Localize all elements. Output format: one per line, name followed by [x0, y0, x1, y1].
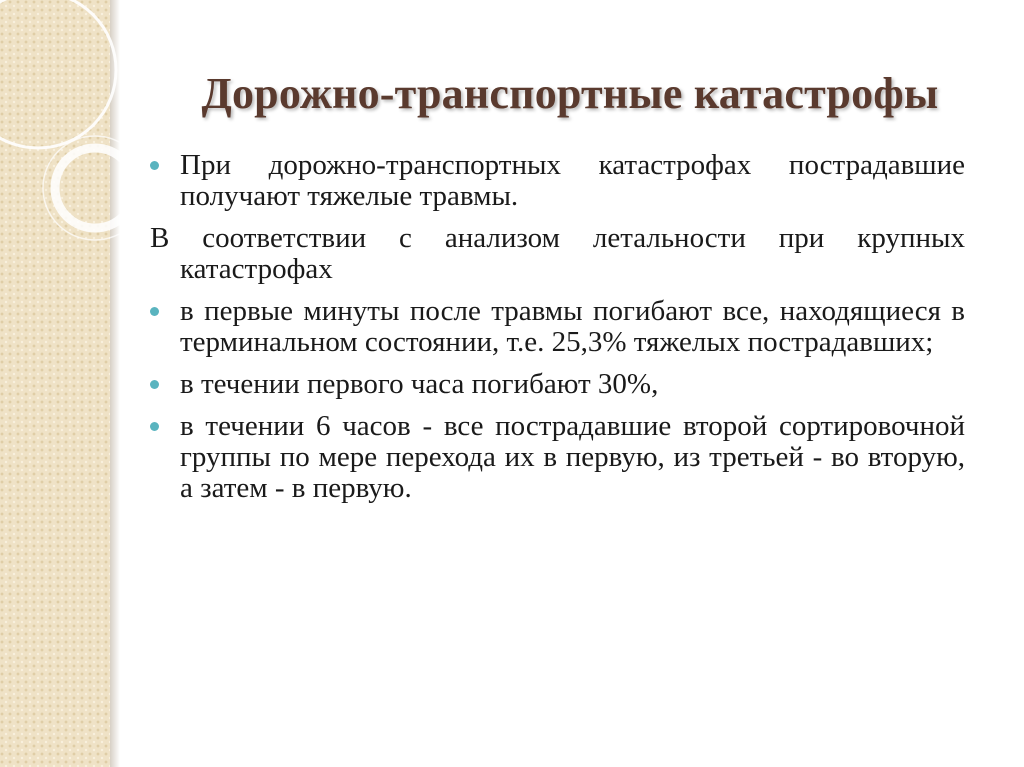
slide-body: [150, 150, 965, 515]
decorative-rings-icon: [0, 0, 140, 320]
slide-title: Дорожно-транспортные катастрофы: [201, 69, 939, 118]
paragraph-text: в течении 6 часов - все пострадавшие второй сортировочной группы по мере перехода их в первую, из третьей - во вторую, а затем - в первую.: [180, 410, 965, 504]
bullet-dot-icon: [150, 422, 159, 431]
bullet-dot-icon: [150, 307, 159, 316]
paragraph-text: При дорожно-транспортных катастрофах пострадавшие получают тяжелые травмы.: [180, 149, 965, 212]
paragraph-bullet-4: [150, 411, 965, 504]
paragraph-text: в первые минуты после травмы погибают все, находящиеся в терминальном состоянии, т.е. 25,3% тяжелых пострадавших;: [180, 295, 965, 358]
paragraph-bullet-1: [150, 150, 965, 212]
paragraph-bullet-3: [150, 369, 965, 400]
paragraph-text: В соответствии с анализом летальности при крупных катастрофах: [150, 222, 965, 285]
paragraph-text: в течении первого часа погибают 30%,: [180, 368, 659, 400]
bullet-dot-icon: [150, 380, 159, 389]
paragraph-plain: [150, 223, 965, 285]
bullet-dot-icon: [150, 161, 159, 170]
paragraph-bullet-2: [150, 296, 965, 358]
